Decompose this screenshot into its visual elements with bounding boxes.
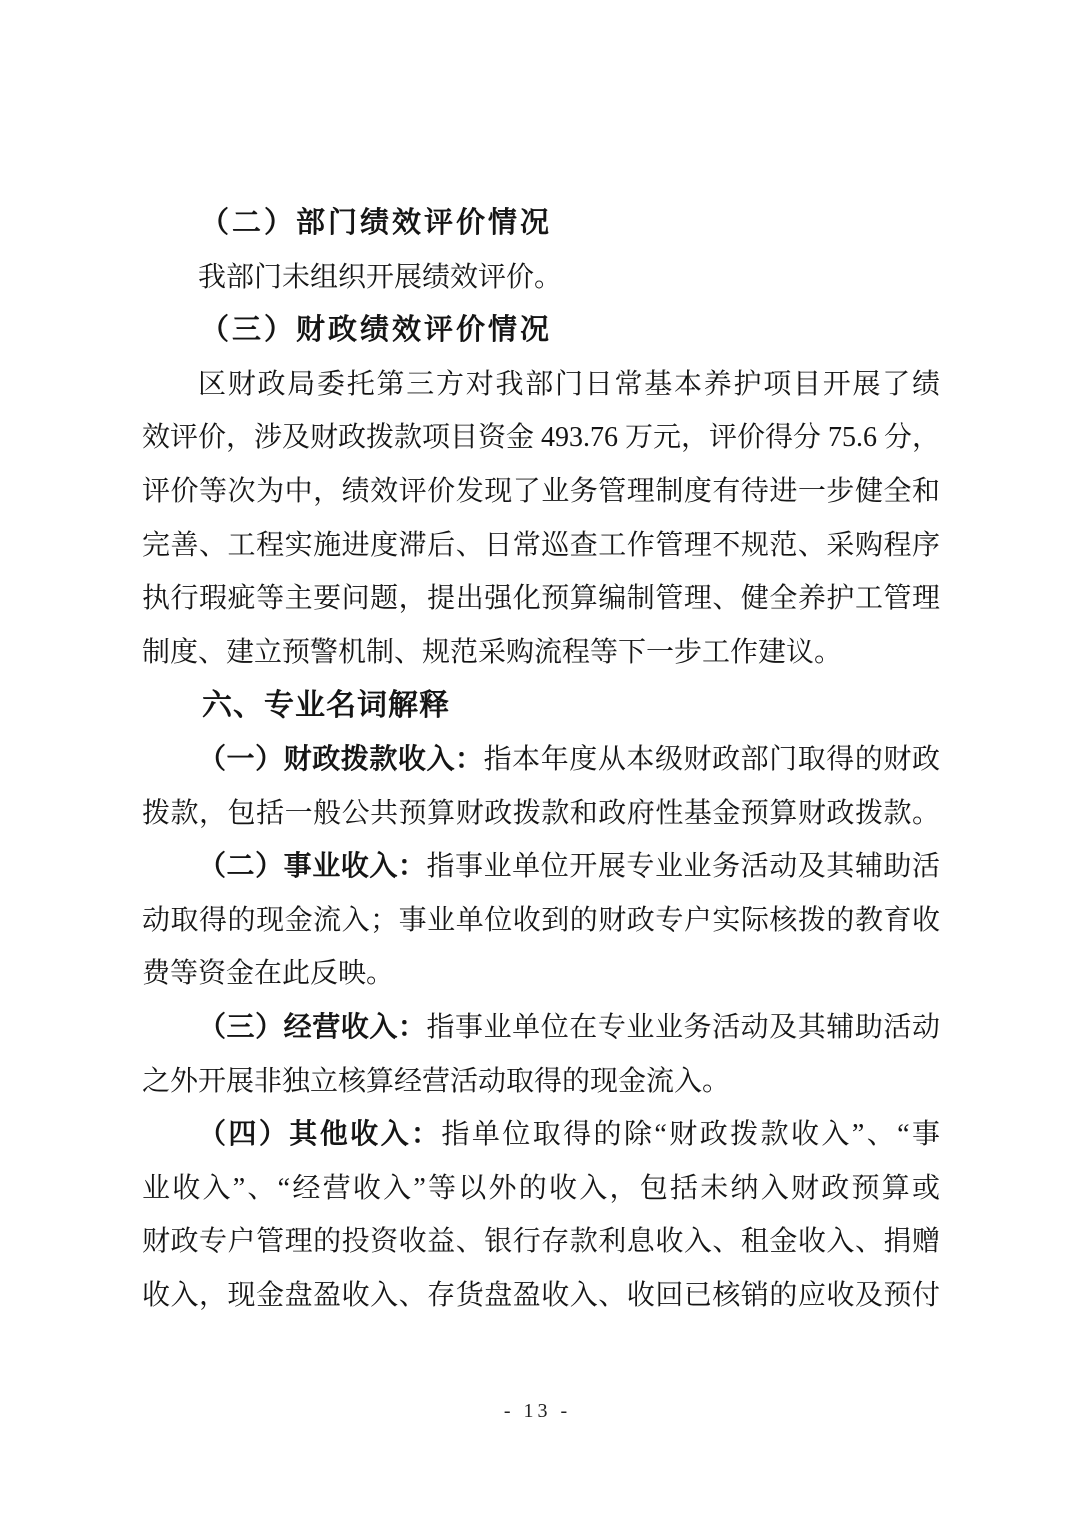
text-segment: 拨款，包括一般公共预算财政拨款和政府性基金预算财政拨款。 (142, 797, 940, 829)
section-heading (142, 679, 940, 733)
text-line (142, 1215, 940, 1269)
text-segment: 完善、工程实施进度滞后、日常巡查工作管理不规范、采购程序 (142, 529, 940, 561)
bold-term: （四）其他收入： (198, 1119, 442, 1151)
text-line (142, 251, 940, 305)
text-line (142, 519, 940, 573)
text-segment: 评价等次为中，绩效评价发现了业务管理制度有待进一步健全和 (142, 475, 940, 507)
text-line (142, 1055, 940, 1109)
text-line (142, 1001, 940, 1055)
text-segment: 我部门未组织开展绩效评价。 (198, 261, 563, 293)
bold-term: （二）事业收入： (198, 851, 427, 883)
bold-term: （一）财政拨款收入： (198, 743, 484, 775)
bold-term: （三）经营收入： (198, 1011, 427, 1043)
text-line (142, 840, 940, 894)
text-line (142, 947, 940, 1001)
text-segment: 动取得的现金流入；事业单位收到的财政专户实际核拨的教育收 (142, 904, 940, 936)
text-segment: 业收入”、“经营收入”等以外的收入，包括未纳入财政预算或 (142, 1172, 940, 1204)
text-segment: 指事业单位在专业业务活动及其辅助活动 (426, 1011, 940, 1043)
bold-term: （二）部门绩效评价情况 (200, 207, 553, 239)
text-line (142, 1269, 940, 1323)
text-line (142, 1162, 940, 1216)
text-line (142, 626, 940, 680)
section-heading (142, 304, 940, 358)
text-segment: 制度、建立预警机制、规范采购流程等下一步工作建议。 (142, 636, 843, 668)
page-number: - 13 - (503, 1400, 572, 1422)
text-segment: 效评价，涉及财政拨款项目资金 493.76 万元，评价得分 75.6 分， (142, 422, 941, 454)
text-line (142, 1108, 940, 1162)
bold-term: 六、专业名词解释 (202, 689, 450, 723)
text-segment: 费等资金在此反映。 (142, 958, 395, 990)
text-line (142, 894, 940, 948)
text-segment: 收入，现金盘盈收入、存货盘盈收入、收回已核销的应收及预付 (142, 1279, 940, 1311)
section-heading (142, 197, 940, 251)
text-line (142, 787, 940, 841)
text-line (142, 465, 940, 519)
document-body (142, 197, 940, 1322)
text-segment: 指单位取得的除“财政拨款收入”、“事 (441, 1119, 940, 1151)
text-segment: 指事业单位开展专业业务活动及其辅助活 (426, 851, 940, 883)
text-line (142, 358, 940, 412)
text-segment: 区财政局委托第三方对我部门日常基本养护项目开展了绩 (198, 368, 940, 400)
bold-term: （三）财政绩效评价情况 (200, 314, 553, 347)
text-line (142, 572, 940, 626)
text-segment: 指本年度从本级财政部门取得的财政 (483, 743, 940, 775)
text-line (142, 733, 940, 787)
text-segment: 财政专户管理的投资收益、银行存款利息收入、租金收入、捐赠 (142, 1226, 940, 1258)
text-line (142, 411, 940, 465)
text-segment: 之外开展非独立核算经营活动取得的现金流入。 (142, 1065, 731, 1097)
text-segment: 执行瑕疵等主要问题，提出强化预算编制管理、健全养护工管理 (142, 583, 940, 615)
